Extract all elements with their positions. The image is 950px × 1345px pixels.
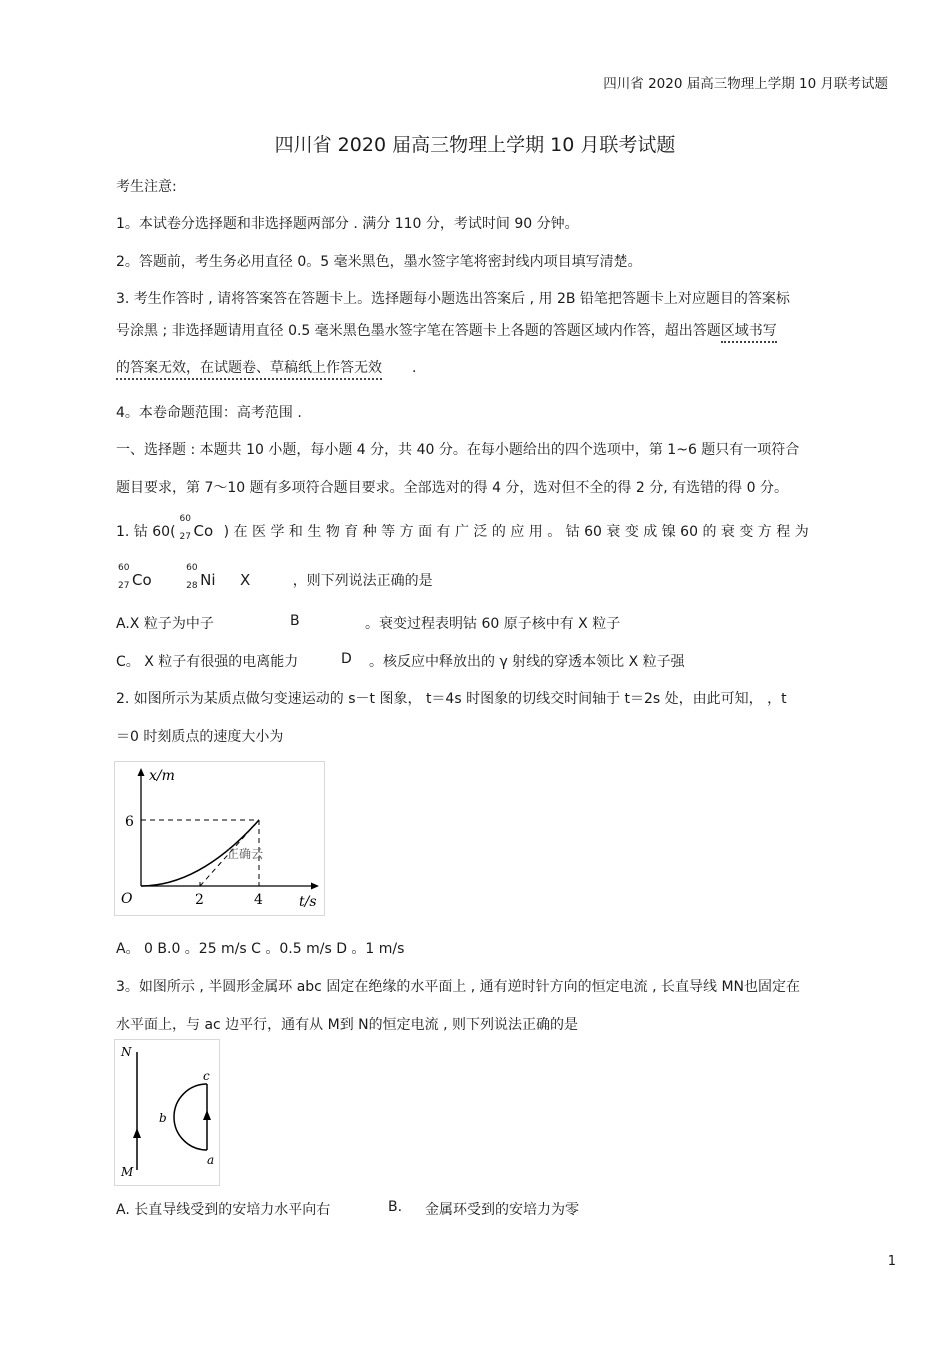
page-title: 四川省 2020 届高三物理上学期 10 月联考试题 — [274, 134, 676, 156]
q1-decay-equation — [118, 563, 433, 591]
section1-line2: 题目要求，第 7～10 题有多项符合题目要求。全部选对的得 4 分，选对但不全的得 2 分, 有选错的得 0 分。 — [116, 480, 788, 496]
q1-stem — [116, 514, 809, 542]
q1-option-b: 。衰变过程表明钴 60 原子核中有 X 粒子 — [365, 616, 621, 632]
wire-ring-diagram — [115, 1040, 219, 1185]
notice-item-4: 4。本卷命题范围：高考范围 . — [116, 405, 302, 421]
eq-x-particle: X — [239, 571, 251, 589]
ring-current-arrow-icon — [203, 1110, 211, 1120]
notice-heading: 考生注意: — [116, 179, 177, 195]
st-graph-figure — [114, 761, 325, 916]
q3-stem-line1: 3。如图所示 , 半圆形金属环 abc 固定在绝缘的水平面上 , 通有逆时针方向的恒定电流 , 长直导线 MN也固定在 — [116, 979, 801, 995]
q1-stem-tail: ，则下列说法正确的是 — [292, 573, 433, 589]
wire-ring-figure — [114, 1039, 220, 1186]
q3-option-a: A. 长直导线受到的安培力水平向右 — [116, 1202, 331, 1218]
x-tick-4: 4 — [254, 892, 263, 908]
q1-option-d-label: D — [341, 651, 352, 667]
t-axis-arrow-icon — [311, 883, 319, 890]
section1-line1: 一、选择题 : 本题共 10 小题，每小题 4 分，共 40 分。在每小题给出的四个选项中，第 1~6 题只有一项符合 — [116, 442, 800, 458]
x-axis-label: x/m — [149, 768, 175, 784]
label-n: N — [121, 1045, 132, 1059]
notice-item-3-emphasis-a: 区域书写 — [721, 323, 777, 343]
x-tick-2: 2 — [195, 892, 204, 908]
cobalt-nuclide — [179, 514, 214, 542]
running-header: 四川省 2020 届高三物理上学期 10 月联考试题 — [603, 76, 888, 92]
t-axis-label: t/s — [299, 894, 317, 910]
cobalt-mass-number: 60 — [179, 514, 191, 524]
cobalt-symbol: Co — [193, 522, 214, 540]
notice-item-2: 2。答题前，考生务必用直径 0。5 毫米黑色，墨水签字笔将密封线内项目填写清楚。 — [116, 254, 642, 270]
label-b: b — [159, 1111, 167, 1125]
notice-item-1: 1。本试卷分选择题和非选择题两部分 . 满分 110 分，考试时间 90 分钟。 — [116, 216, 579, 232]
q2-options: A。 0 B.0 。25 m/s C 。0.5 m/s D 。1 m/s — [116, 941, 405, 957]
q3-stem-line2: 水平面上，与 ac 边平行，通有从 M到 N的恒定电流 , 则下列说法正确的是 — [116, 1017, 578, 1033]
q1-stem-b: ) 在 医 学 和 生 物 育 种 等 方 面 有 广 泛 的 应 用 。 钴 60 衰 变 成 镍 60 的 衰 变 方 程 为 — [223, 524, 809, 540]
notice-item-3-end: . — [412, 360, 417, 376]
watermark: 正确云 — [227, 847, 264, 861]
eq-nickel-symbol: Ni — [200, 571, 216, 589]
eq-cobalt — [118, 563, 152, 591]
notice-item-3-line3 — [116, 357, 416, 377]
q1-option-b-label: B — [290, 613, 300, 629]
q1-option-c: C。 X 粒子有很强的电离能力 — [116, 654, 299, 670]
origin-label: O — [121, 891, 133, 907]
page-number: 1 — [887, 1254, 896, 1269]
q1-option-a: A.X 粒子为中子 — [116, 616, 214, 632]
q3-option-b-label: B. — [388, 1199, 403, 1215]
eq-cobalt-mass: 60 — [118, 563, 130, 573]
q3-option-b: 金属环受到的安培力为零 — [425, 1202, 579, 1218]
q2-stem-line1: 2. 如图所示为某质点做匀变速运动的 s－t 图象， t＝4s 时图象的切线交时间轴于 t＝2s 处，由此可知， ，t — [116, 691, 787, 707]
y-tick-6: 6 — [125, 814, 134, 830]
notice-item-3-line2-text: 号涂黑 ; 非选择题请用直径 0.5 毫米黑色墨水签字笔在答题卡上各题的答题区域内作答，超出答题 — [116, 323, 721, 339]
q1-stem-a: 1. 钴 60( — [116, 524, 176, 540]
label-a: a — [207, 1153, 215, 1167]
eq-nickel-mass: 60 — [186, 563, 198, 573]
wire-current-arrow-icon — [133, 1128, 141, 1138]
notice-item-3-line2 — [116, 320, 777, 340]
label-m: M — [121, 1165, 134, 1179]
st-graph — [115, 762, 324, 915]
q2-stem-line2: ＝0 时刻质点的速度大小为 — [116, 729, 284, 745]
notice-item-3-emphasis-b: 的答案无效，在试题卷、草稿纸上作答无效 — [116, 360, 382, 380]
eq-cobalt-z: 27 — [118, 581, 130, 591]
notice-item-3-line1: 3. 考生作答时 , 请将答案答在答题卡上。选择题每小题选出答案后 , 用 2B 铅笔把答题卡上对应题目的答案标 — [116, 291, 790, 307]
label-c: c — [203, 1069, 210, 1083]
q1-option-d: 。核反应中释放出的 γ 射线的穿透本领比 X 粒子强 — [369, 654, 685, 670]
eq-nickel — [186, 563, 216, 591]
x-axis-arrow-icon — [138, 768, 145, 776]
cobalt-atomic-number: 27 — [179, 532, 191, 542]
semicircle-ring — [174, 1084, 207, 1150]
eq-nickel-z: 28 — [186, 581, 198, 591]
eq-cobalt-symbol: Co — [132, 571, 152, 589]
